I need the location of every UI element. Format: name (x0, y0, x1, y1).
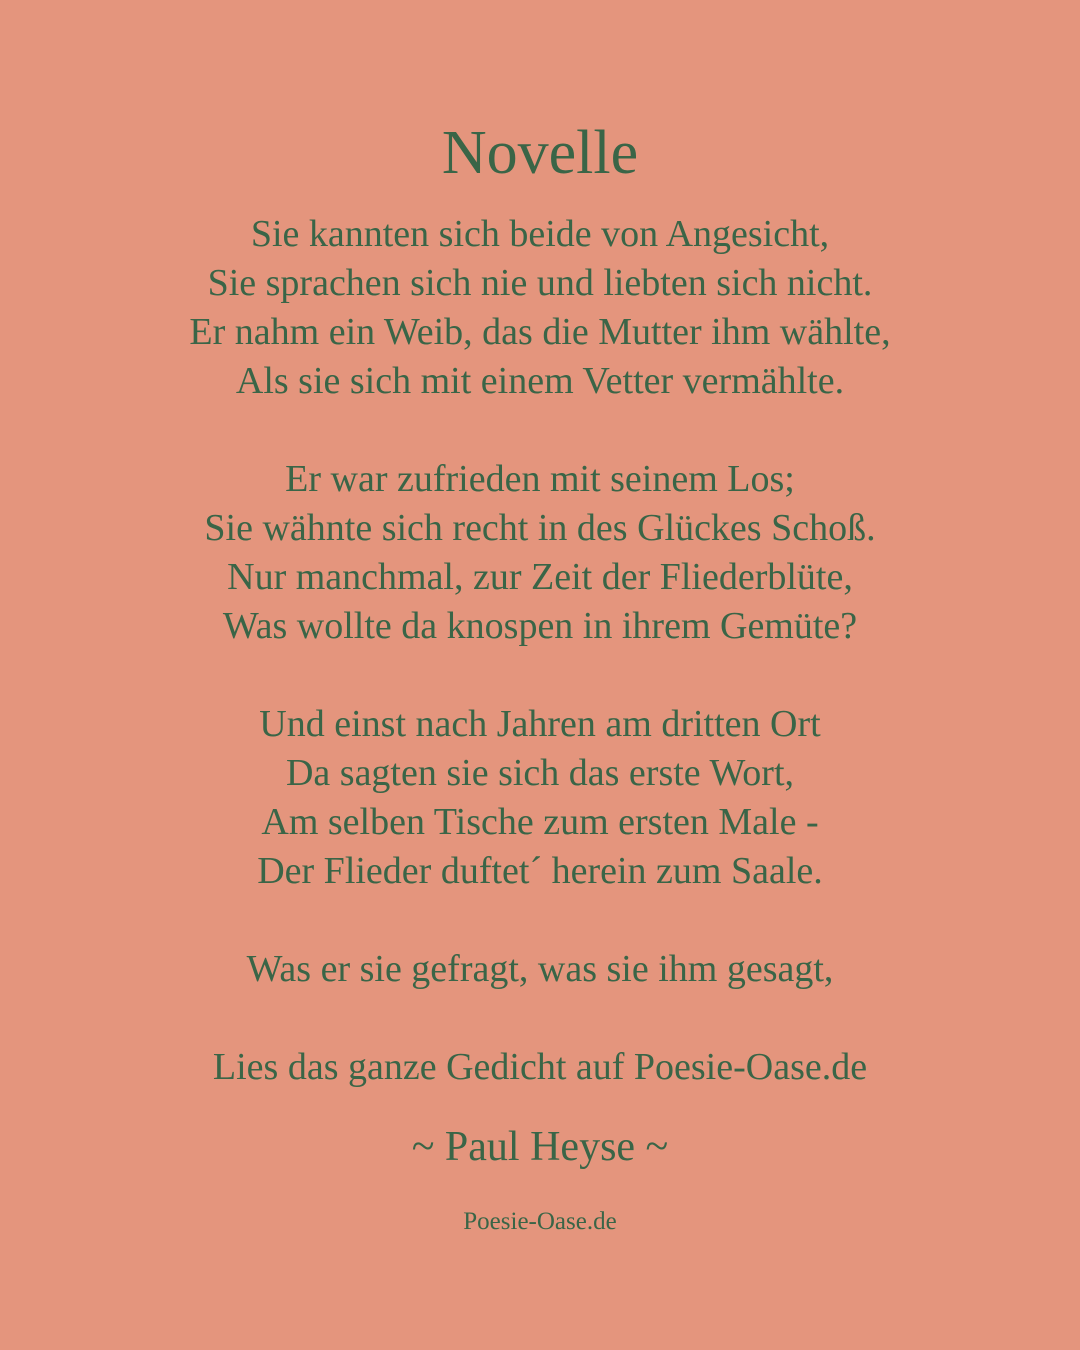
poem-line: Nur manchmal, zur Zeit der Fliederblüte, (227, 556, 853, 598)
author-name: ~ Paul Heyse ~ (411, 1124, 669, 1170)
site-name: Poesie-Oase.de (463, 1208, 617, 1235)
poem-title: Novelle (441, 119, 639, 187)
poem-line: Er war zufrieden mit seinem Los; (285, 458, 795, 500)
poem-line: Sie sprachen sich nie und liebten sich nicht. (207, 262, 873, 304)
poem-line: Er nahm ein Weib, das die Mutter ihm wählte, (189, 311, 891, 353)
poem-line: Da sagten sie sich das erste Wort, (285, 752, 795, 794)
poem-line: Und einst nach Jahren am dritten Ort (259, 703, 821, 745)
poem-line: Als sie sich mit einem Vetter vermählte. (235, 360, 845, 402)
poem-line: Sie wähnte sich recht in des Glückes Schoß. (204, 507, 876, 549)
poem-line: Sie kannten sich beide von Angesicht, (250, 213, 830, 255)
poem-line: Der Flieder duftet´ herein zum Saale. (257, 850, 823, 892)
read-more-text: Lies das ganze Gedicht auf Poesie-Oase.de (212, 1046, 868, 1088)
poem-line: Was wollte da knospen in ihrem Gemüte? (222, 605, 858, 647)
poem-line: Was er sie gefragt, was sie ihm gesagt, (246, 948, 834, 990)
poem-line: Am selben Tische zum ersten Male - (261, 801, 819, 843)
